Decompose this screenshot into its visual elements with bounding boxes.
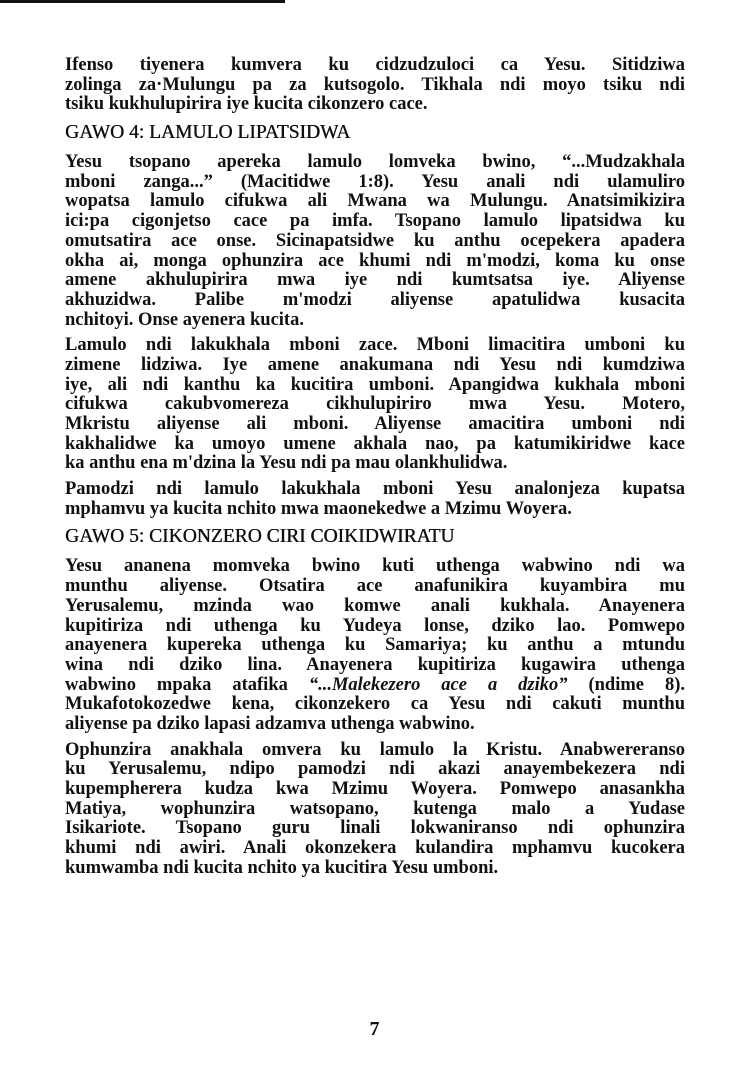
paragraph — [65, 153, 685, 330]
text-line: ku Yerusalemu, ndipo pamodzi ndi akazi anayembekezera ndi — [65, 759, 685, 780]
text-line: kupempherera kudza kwa Mzimu Woyera. Pomwepo anasankha — [65, 779, 685, 799]
text-line-quote — [65, 676, 685, 696]
text-line: Mkristu aliyense ali mboni. Aliyense amacitira umboni ndi — [65, 414, 685, 434]
text-line: Isikariote. Tsopano guru linali lokwaniranso ndi ophunzira — [65, 818, 685, 839]
text-line: anayenera kupereka uthenga ku Samariya; ku anthu a mtundu — [65, 635, 685, 656]
document-page — [65, 56, 685, 884]
text-line: Pamodzi ndi lamulo lakukhala mboni Yesu analonjeza kupatsa — [65, 479, 685, 500]
section-heading-5: GAWO 5: CIKONZERO CIRI COIKIDWIRATU — [65, 526, 455, 548]
text-line: munthu aliyense. Otsatira ace anafunikira kuyambira mu — [65, 576, 685, 597]
text-line: kakhalidwe ka umoyo umene akhala nao, pa katumikiridwe kace — [65, 433, 685, 454]
text-line: cifukwa cakubvomereza cikhulupiriro mwa Yesu. Motero, — [65, 394, 685, 415]
text-line: khumi ndi awiri. Anali okonzekera kulandira mphamvu kucokera — [65, 838, 685, 859]
text-span: (ndime 8). — [567, 674, 685, 695]
text-line: nchitoyi. Onse ayenera kucita. — [65, 309, 304, 330]
text-line: Yesu ananena momveka bwino kuti uthenga wabwino ndi wa — [65, 556, 685, 577]
text-line: ka anthu ena m'dzina la Yesu ndi pa mau olankhulidwa. — [65, 453, 508, 474]
text-line: Ifenso tiyenera kumvera ku cidzudzuloci ca Yesu. Sitidziwa — [65, 55, 685, 75]
text-line: Yesu tsopano apereka lamulo lomveka bwino, “...Mudzakhala — [65, 152, 685, 173]
paragraph — [65, 741, 685, 879]
text-line: akhuzidwa. Palibe m'modzi aliyense apatulidwa kusacita — [65, 289, 685, 310]
section-heading-4: GAWO 4: LAMULO LIPATSIDWA — [65, 122, 351, 144]
paragraph — [65, 336, 685, 474]
text-line: Matiya, wophunzira watsopano, kutenga malo a Yudase — [65, 798, 685, 819]
text-line: wopatsa lamulo cifukwa ali Mwana wa Mulungu. Anatsimikizira — [65, 191, 685, 212]
text-span: wabwino mpaka atafika — [65, 674, 309, 695]
text-line: mphamvu ya kucita nchito mwa maonekedwe a Mzimu Woyera. — [65, 498, 572, 519]
text-line: ici:pa cigonjetso cace pa imfa. Tsopano lamulo lipatsidwa ku — [65, 211, 685, 232]
text-line: mboni zanga...” (Macitidwe 1:8). Yesu anali ndi ulamuliro — [65, 171, 685, 192]
text-line: kupitiriza ndi uthenga ku Yudeya lonse, dziko lao. Pomwepo — [65, 615, 685, 636]
text-line: aliyense pa dziko lapasi adzamva uthenga wabwino. — [65, 713, 475, 734]
paragraph — [65, 480, 685, 519]
text-line: zimene lidziwa. Iye amene anakumana ndi Yesu ndi kumdziwa — [65, 354, 685, 375]
paragraph — [65, 56, 685, 115]
text-line: omutsatira ace onse. Sicinapatsidwe ku anthu ocepekera apadera — [65, 230, 685, 251]
paragraph — [65, 557, 685, 734]
page-number: 7 — [369, 1018, 380, 1040]
text-line: amene akhulupirira mwa iye ndi kumtsatsa iye. Aliyense — [65, 270, 685, 291]
text-line: iye, ali ndi kanthu ka kucitira umboni. Apangidwa kukhala mboni — [65, 374, 685, 395]
text-line: Mukafotokozedwe kena, cikonzekero ca Yesu ndi cakuti munthu — [65, 694, 685, 715]
text-line: zolinga za·Mulungu pa za kutsogolo. Tikhala ndi moyo tsiku ndi — [65, 74, 685, 95]
top-rule — [0, 0, 285, 3]
text-line: okha ai, monga ophunzira ace khumi ndi m'modzi, koma ku onse — [65, 250, 685, 271]
quoted-phrase: “...Malekezero ace a dziko” — [308, 674, 568, 695]
text-line: kumwamba ndi kucita nchito ya kucitira Yesu umboni. — [65, 857, 499, 878]
text-line: wina ndi dziko lina. Anayenera kupitiriza kugawira uthenga — [65, 654, 685, 675]
text-line: Ophunzira anakhala omvera ku lamulo la Kristu. Anabwereranso — [65, 739, 685, 760]
text-line: Yerusalemu, mzinda wao komwe anali kukhala. Anayenera — [65, 595, 685, 616]
text-line: Lamulo ndi lakukhala mboni zace. Mboni limacitira umboni ku — [65, 335, 685, 356]
text-line: tsiku kukhulupirira iye kucita cikonzero cace. — [65, 94, 428, 115]
